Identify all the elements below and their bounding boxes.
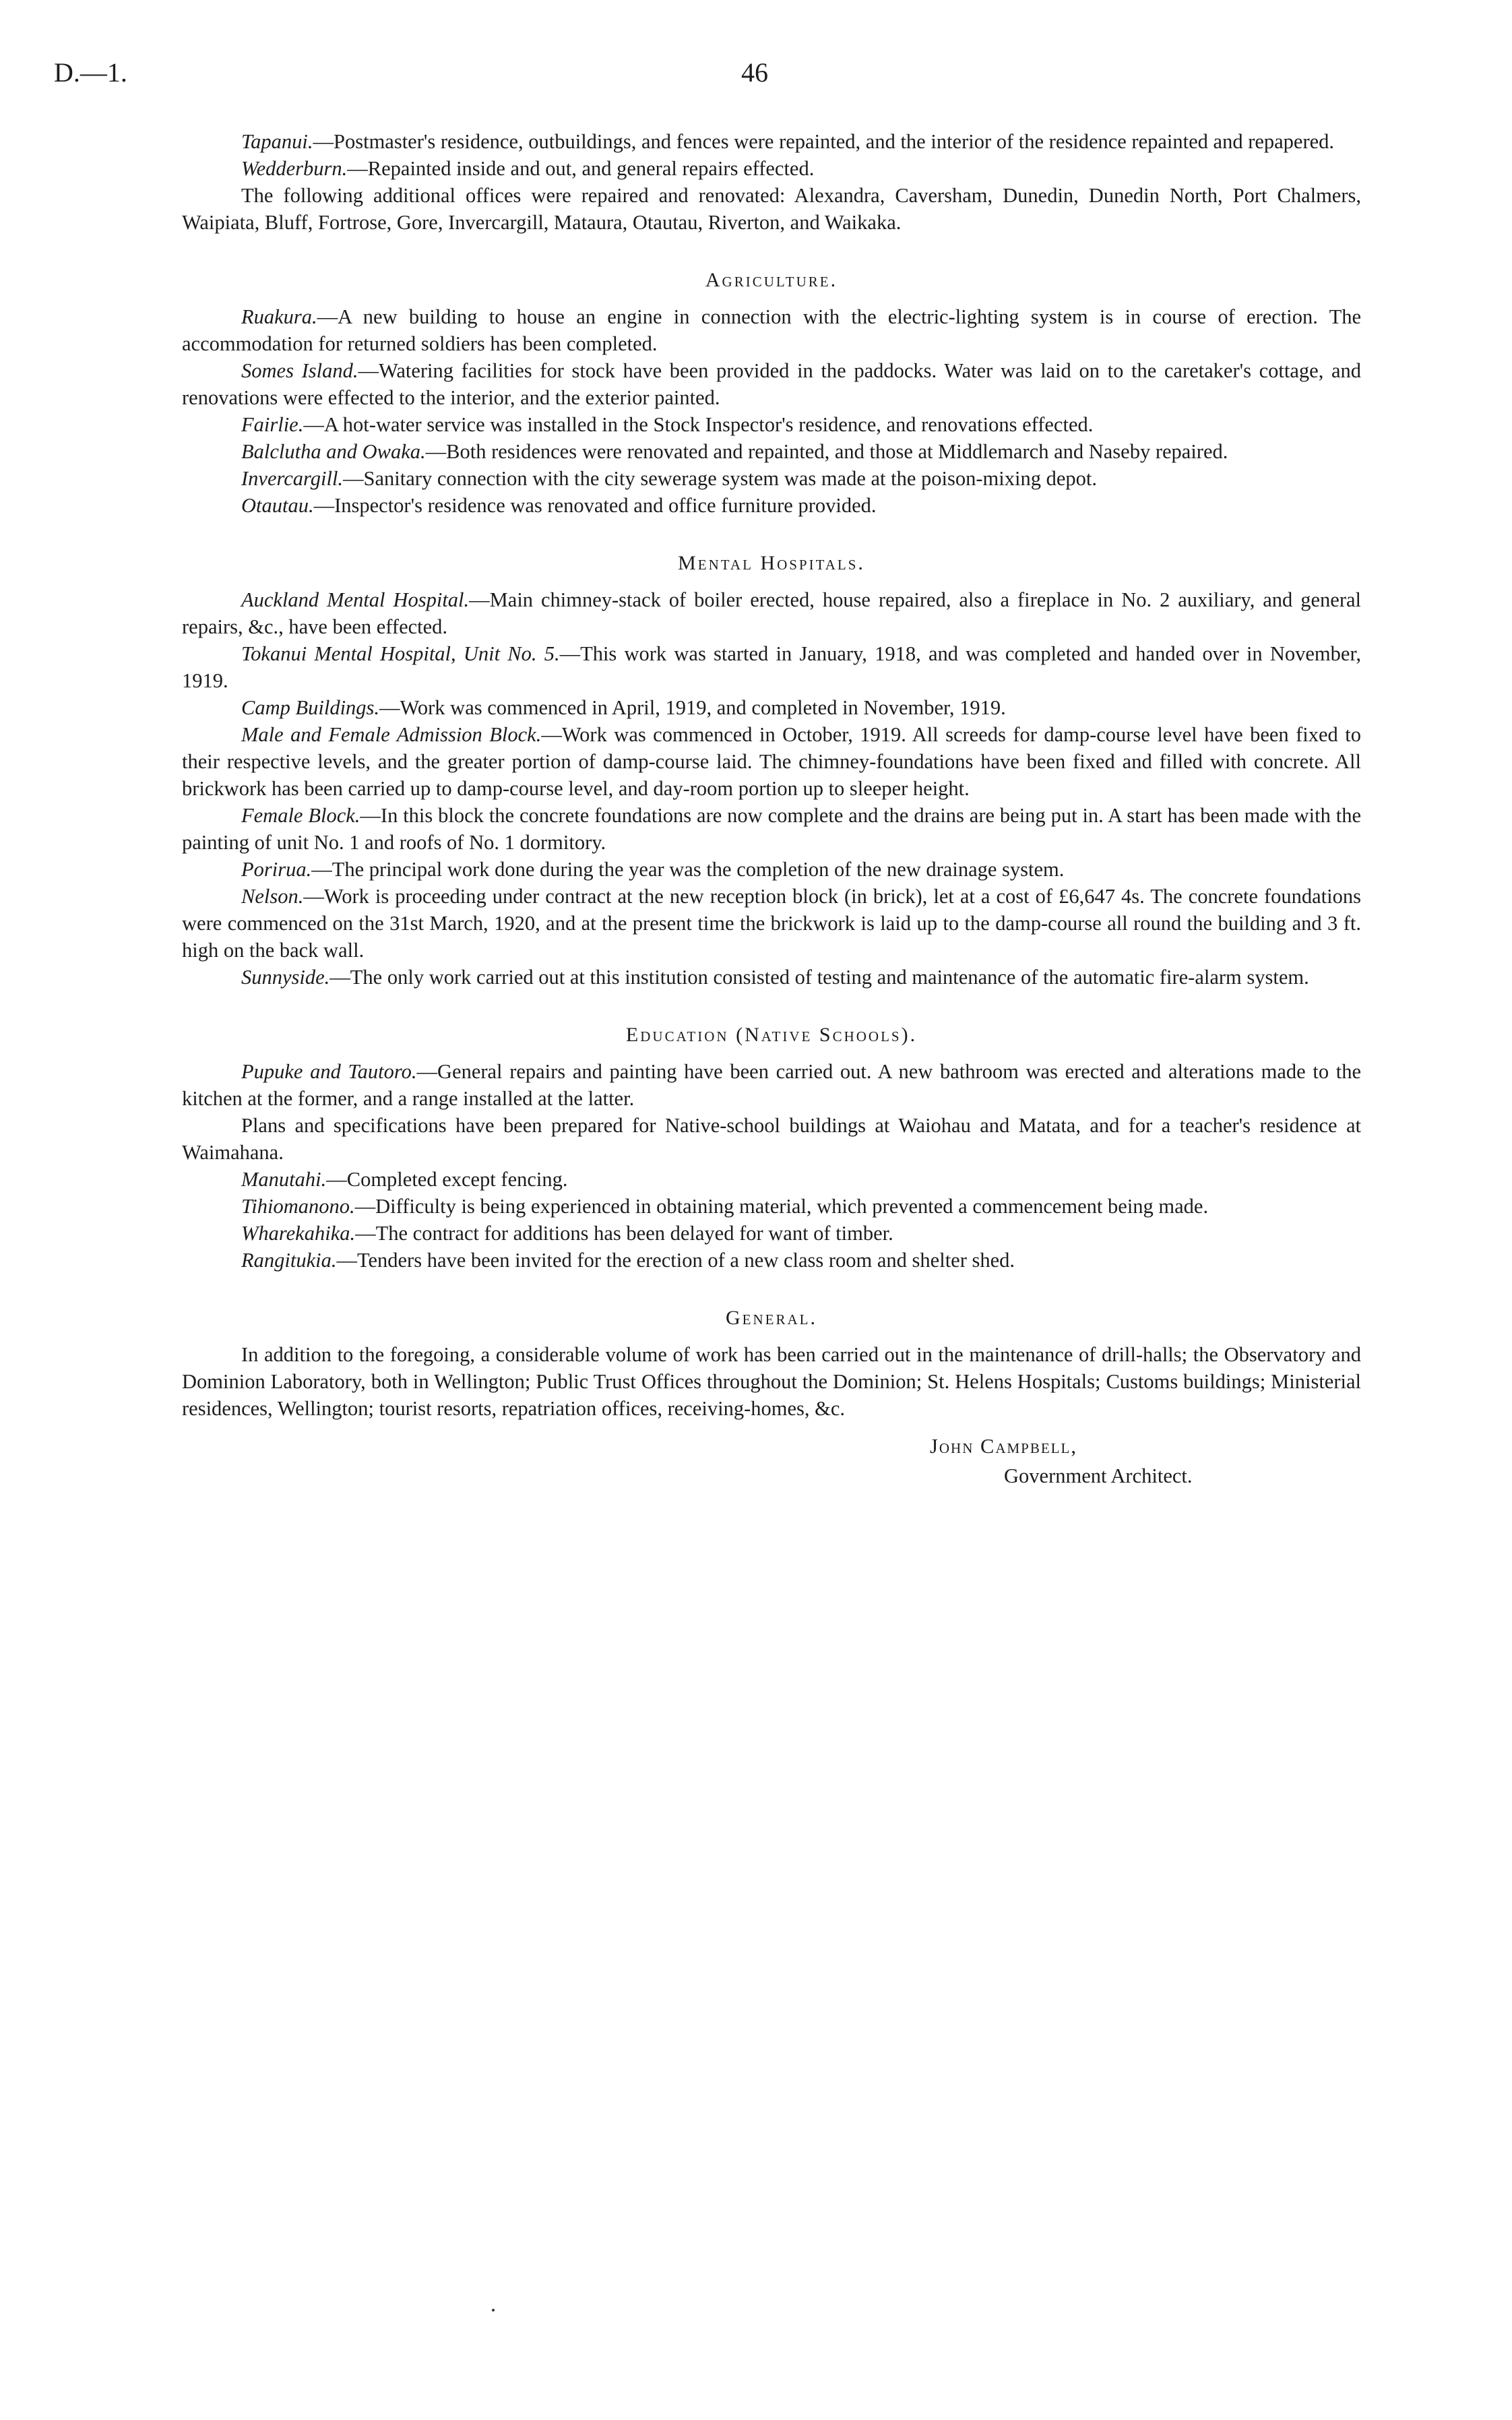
paragraph-tihiomanono: Tihiomanono.—Difficulty is being experienced in obtaining material, which prevented a commencement being made.	[241, 1195, 1209, 1218]
page-number: 46	[741, 57, 768, 88]
paragraph-wedderburn: Wedderburn.—Repainted inside and out, and general repairs effected.	[241, 157, 815, 180]
paragraph-sunnyside: Sunnyside.—The only work carried out at this institution consisted of testing and maintenance of the automatic fire-alarm system.	[241, 966, 1309, 989]
paragraph-somes-island: Somes Island.—Watering facilities for stock have been provided in the paddocks. Water was laid on to the caretaker's cottage, and renovations were effected to the interior, and the exterior painted.	[182, 359, 1362, 409]
paragraph-nelson: Nelson.—Work is proceeding under contract at the new reception block (in brick), let at a cost of £6,647 4s. The concrete foundations were commenced on the 31st March, 1920, and at the present time the brickwork is laid up to the damp-course all round the building and 3 ft. high on the back wall.	[182, 885, 1361, 962]
paragraph-balclutha: Balclutha and Owaka.—Both residences were renovated and repainted, and those at Middlemarch and Naseby repaired.	[241, 440, 1228, 463]
signature-block	[182, 1433, 1361, 1493]
section-heading-general: General.	[726, 1307, 817, 1329]
signatory-name: John Campbell,	[930, 1435, 1077, 1458]
paragraph-camp-buildings: Camp Buildings.—Work was commenced in April, 1919, and completed in November, 1919.	[241, 696, 1006, 719]
paragraph-plans: Plans and specifications have been prepared for Native-school buildings at Waiohau and Matata, and for a teacher's residence at Waimahana.	[182, 1114, 1361, 1164]
stray-mark	[492, 2309, 495, 2312]
paragraph-female-block: Female Block.—In this block the concrete foundations are now complete and the drains are being put in. A start has been made with the painting of unit No. 1 and roofs of No. 1 dormitory.	[182, 804, 1361, 854]
paragraph-admission-block: Male and Female Admission Block.—Work was commenced in October, 1919. All screeds for damp-course level have been fixed to their respective levels, and the greater portion of damp-course laid. The chimney-foundations have been fixed and filled with concrete. All brickwork has been carried up to damp-course level, and day-room portion up to sleeper height.	[182, 723, 1361, 800]
section-heading-mental-hospitals: Mental Hospitals.	[678, 552, 865, 574]
section-heading-agriculture: Agriculture.	[705, 269, 838, 291]
document-body	[182, 128, 1361, 1493]
paragraph-invercargill: Invercargill.—Sanitary connection with the city sewerage system was made at the poison-mixing depot.	[241, 467, 1097, 490]
paragraph-tokanui: Tokanui Mental Hospital, Unit No. 5.—This work was started in January, 1918, and was completed and handed over in November, 1919.	[182, 642, 1362, 692]
paragraph-ruakura: Ruakura.—A new building to house an engine in connection with the electric-lighting system is in course of erection. The accommodation for returned soldiers has been completed.	[182, 305, 1361, 355]
paragraph-general: In addition to the foregoing, a considerable volume of work has been carried out in the maintenance of drill-halls; the Observatory and Dominion Laboratory, both in Wellington; Public Trust Offices throughout the Dominion; St. Helens Hospitals; Customs buildings; Ministerial residences, Wellington; tourist resorts, repatriation offices, receiving-homes, &c.	[182, 1343, 1361, 1420]
paragraph-pupuke: Pupuke and Tautoro.—General repairs and painting have been carried out. A new bathroom was erected and alterations made to the kitchen at the former, and a range installed at the latter.	[182, 1060, 1361, 1110]
signatory-title: Government Architect.	[1004, 1464, 1193, 1487]
page-reference: D.—1.	[54, 57, 127, 88]
paragraph-porirua: Porirua.—The principal work done during the year was the completion of the new drainage system.	[241, 858, 1065, 881]
section-heading-education: Education (Native Schools).	[625, 1024, 918, 1046]
paragraph-rangitukia: Rangitukia.—Tenders have been invited for the erection of a new class room and shelter shed.	[241, 1249, 1015, 1272]
paragraph-wharekahika: Wharekahika.—The contract for additions has been delayed for want of timber.	[241, 1222, 893, 1245]
paragraph-auckland-mental-hospital: Auckland Mental Hospital.—Main chimney-stack of boiler erected, house repaired, also a fireplace in No. 2 auxiliary, and general repairs, &c., have been effected.	[182, 588, 1361, 638]
page-header	[54, 57, 1401, 97]
paragraph-manutahi: Manutahi.—Completed except fencing.	[241, 1168, 568, 1191]
paragraph-tapanui: Tapanui.—Postmaster's residence, outbuildings, and fences were repainted, and the interior of the residence repainted and repapered.	[241, 130, 1335, 153]
paragraph-otautau: Otautau.—Inspector's residence was renovated and office furniture provided.	[241, 494, 877, 517]
paragraph-additional-offices: The following additional offices were repaired and renovated: Alexandra, Caversham, Dunedin, Dunedin North, Port Chalmers, Waipiata, Bluff, Fortrose, Gore, Invercargill, Mataura, Otautau, Riverton, and Waikaka.	[182, 184, 1361, 234]
paragraph-fairlie: Fairlie.—A hot-water service was installed in the Stock Inspector's residence, and renovations effected.	[241, 413, 1094, 436]
